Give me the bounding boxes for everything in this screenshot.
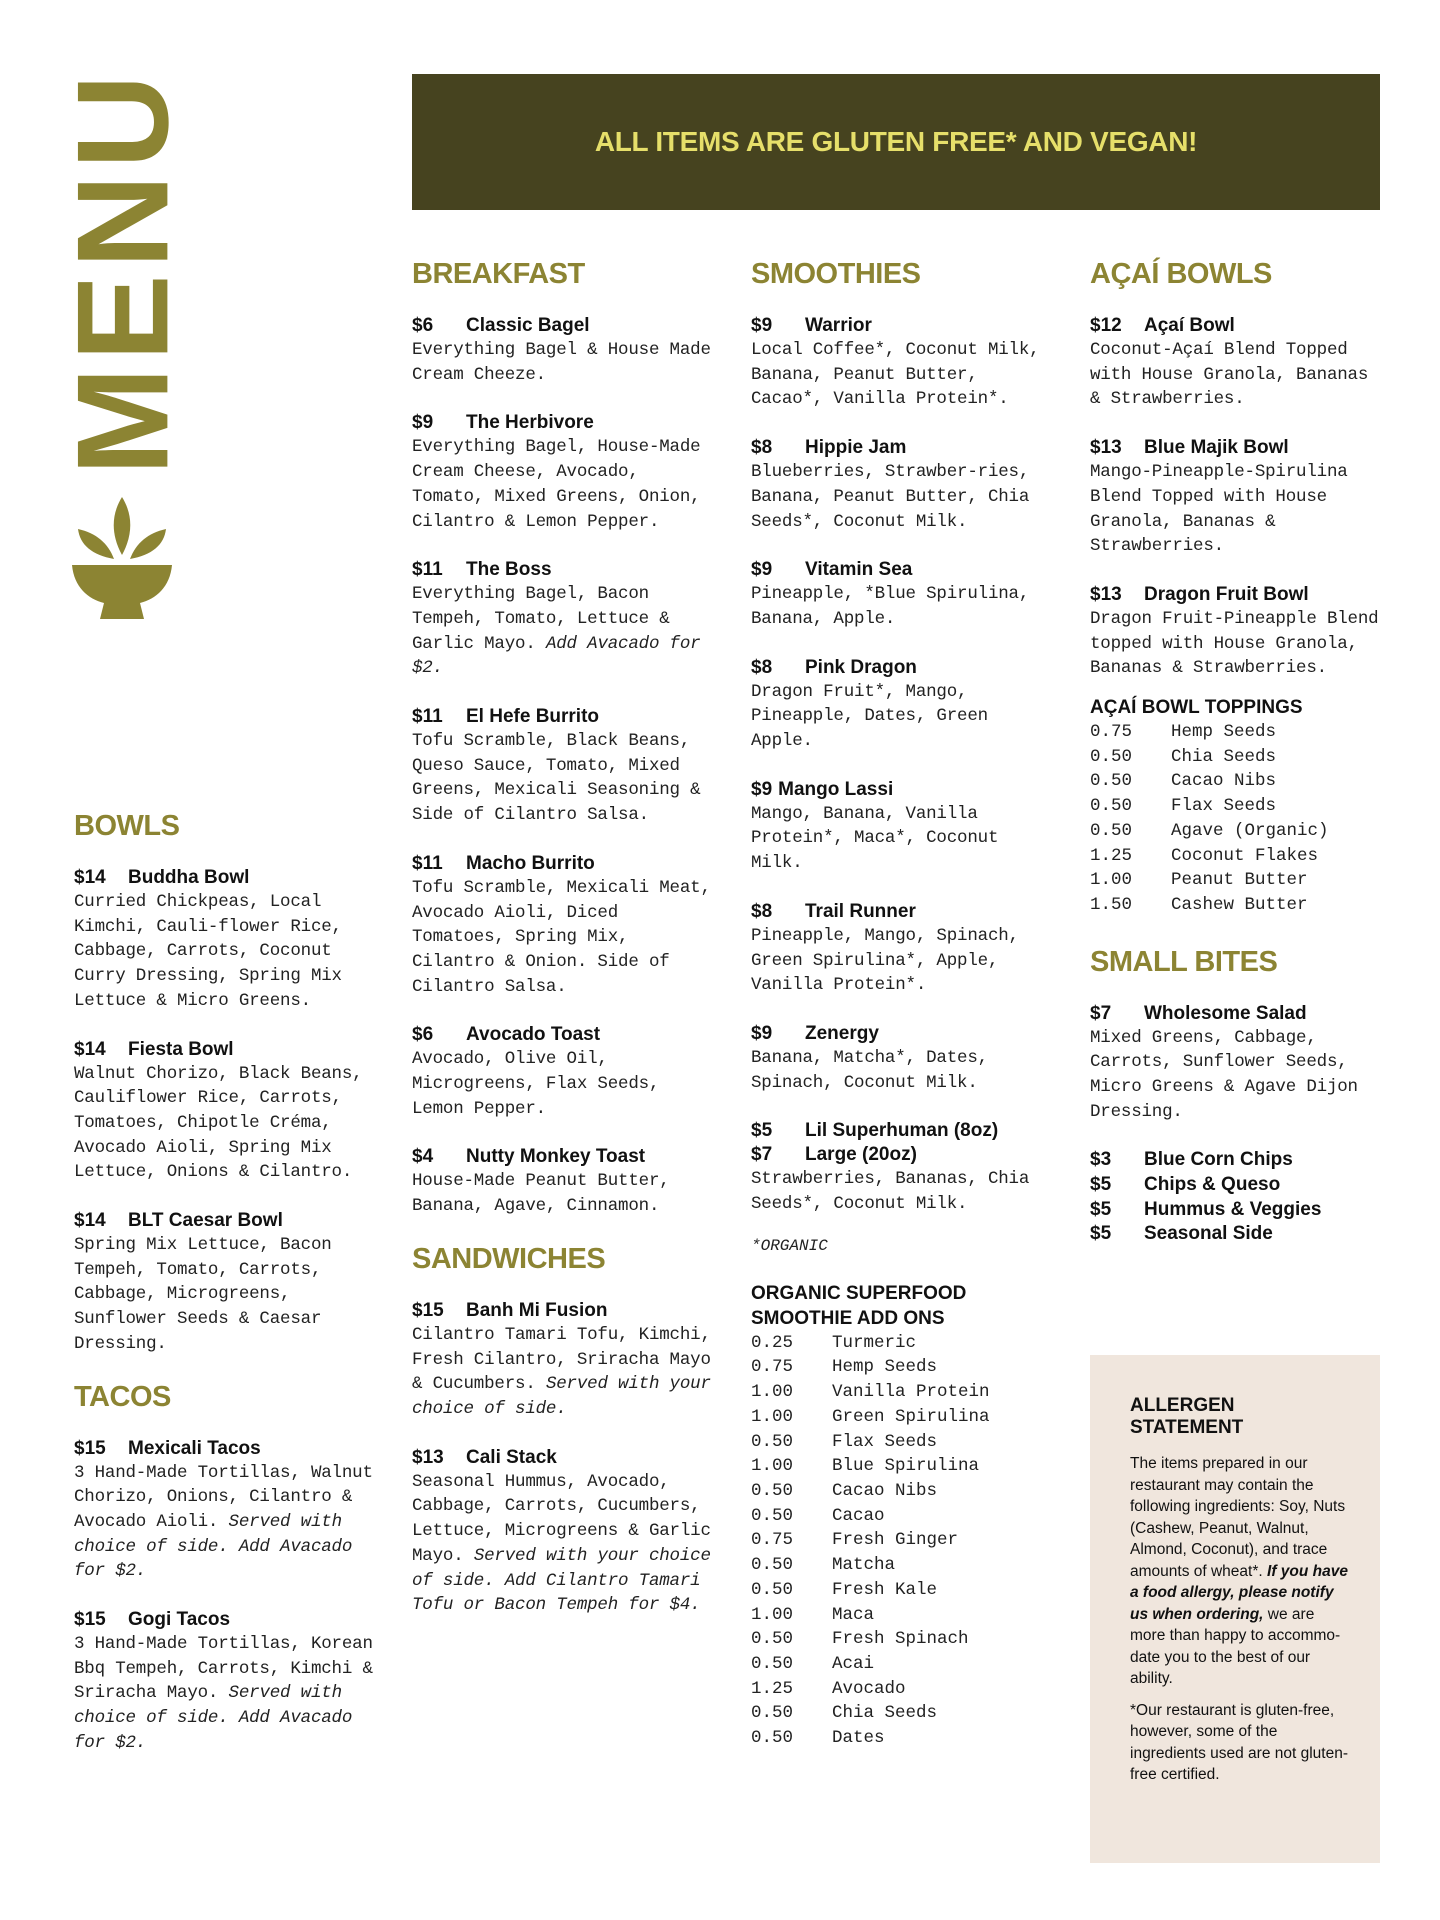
addon-name: Cacao: [832, 1505, 885, 1526]
addon-price: 0.75: [751, 1530, 794, 1551]
side-price: $3: [1090, 1149, 1112, 1171]
item-price: $12: [1090, 315, 1122, 336]
item-price: $13: [1090, 437, 1122, 459]
price-list-row: [751, 1479, 1051, 1504]
allergen-paragraph: [1130, 1453, 1350, 1690]
item-name: Banh Mi Fusion: [466, 1299, 608, 1321]
item-price: $15: [412, 1299, 444, 1321]
menu-item: [74, 1437, 374, 1585]
menu-item: [751, 558, 1051, 631]
addons-title: ORGANIC SUPERFOOD SMOOTHIE ADD ONS: [751, 1282, 967, 1329]
addon-name: Maca: [832, 1604, 875, 1625]
addon-name: Cashew Butter: [1171, 894, 1308, 915]
item-name: Açaí Bowl: [1144, 315, 1235, 336]
item-price: $8: [751, 437, 773, 459]
addon-name: Cacao Nibs: [1171, 771, 1277, 792]
item-name: Trail Runner: [805, 900, 916, 922]
item-desc: Coconut-Açaí Blend Topped with House Granola, Bananas & Strawberries.: [1090, 340, 1369, 410]
item-desc: Everything Bagel, Bacon Tempeh, Tomato, Lettuce & Garlic Mayo.: [412, 584, 670, 654]
menu-item: [751, 1022, 1051, 1095]
addon-price: 0.50: [751, 1431, 794, 1452]
item-name: Warrior: [805, 315, 872, 336]
item-desc: Mixed Greens, Cabbage, Carrots, Sunflower Seeds, Micro Greens & Agave Dijon Dressing.: [1090, 1027, 1358, 1122]
section-title-smoothies: SMOOTHIES: [751, 258, 921, 290]
item-price: $13: [1090, 583, 1122, 605]
price-list-row: [1090, 769, 1382, 794]
addon-price: 0.50: [751, 1653, 794, 1674]
item-name: Mango Lassi: [778, 778, 894, 800]
item-price: $7: [751, 1144, 773, 1166]
item-name: Vitamin Sea: [805, 559, 913, 581]
menu-item: [1090, 436, 1382, 559]
item-name: Lil Superhuman (8oz): [805, 1120, 999, 1142]
addon-name: Flax Seeds: [832, 1431, 938, 1452]
menu-item: [412, 1446, 712, 1618]
addon-name: Avocado: [832, 1678, 906, 1699]
addon-name: Matcha: [832, 1555, 896, 1576]
item-desc: 3 Hand-Made Tortillas, Walnut Chorizo, Onions, Cilantro & Avocado Aioli.: [74, 1462, 373, 1532]
item-desc: Cilantro Tamari Tofu, Kimchi, Fresh Cilantro, Sriracha Mayo & Cucumbers.: [412, 1324, 711, 1395]
addon-name: Fresh Ginger: [832, 1530, 959, 1551]
addon-price: 1.50: [1090, 894, 1133, 915]
item-desc: Banana, Matcha*, Dates, Spinach, Coconut Milk.: [751, 1047, 988, 1093]
menu-item: [412, 314, 712, 387]
addon-name: Green Spirulina: [832, 1406, 990, 1427]
menu-item: [751, 436, 1051, 534]
item-desc: Seasonal Hummus, Avocado, Cabbage, Carrots, Cucumbers, Lettuce, Microgreens & Garlic Mayo.: [412, 1471, 711, 1566]
addon-name: Chia Seeds: [832, 1703, 938, 1724]
item-desc: Everything Bagel & House Made Cream Cheeze.: [412, 340, 711, 385]
allergen-text: The items prepared in our restaurant may contain the following ingredients: Soy, Nuts (Cashew, Peanut, Walnut, Almond, Coconut), and trace amounts of wheat*.: [1130, 1455, 1346, 1580]
item-desc: Pineapple, Mango, Spinach, Green Spirulina*, Apple, Vanilla Protein*.: [751, 925, 1019, 996]
addon-name: Hemp Seeds: [832, 1357, 938, 1378]
item-price: $9: [751, 778, 773, 800]
price-list-row: [751, 1553, 1051, 1578]
addon-price: 0.50: [1090, 746, 1133, 767]
addon-price: 1.00: [751, 1382, 794, 1403]
item-desc: Avocado, Olive Oil, Microgreens, Flax Seeds, Lemon Pepper.: [412, 1049, 660, 1119]
menu-item: [412, 558, 712, 681]
item-price: $11: [412, 559, 443, 581]
addon-price: 1.00: [751, 1604, 794, 1625]
addon-price: 0.75: [751, 1357, 794, 1378]
side-item: [1090, 1198, 1382, 1223]
item-desc: Pineapple, *Blue Spirulina, Banana, Apple.: [751, 584, 1030, 629]
price-list-row: [751, 1726, 1051, 1751]
item-price: $6: [412, 315, 434, 336]
item-name: Pink Dragon: [805, 656, 917, 678]
item-price: $14: [74, 1038, 106, 1060]
addon-name: Turmeric: [832, 1332, 917, 1353]
price-list-row: [751, 1380, 1051, 1405]
section-title-sandwiches: SANDWICHES: [412, 1242, 606, 1275]
addon-price: 0.50: [751, 1728, 794, 1749]
addon-name: Fresh Kale: [832, 1579, 938, 1600]
menu-item: [751, 778, 1051, 876]
item-note: Served with choice of side. Add Avacado for $2.: [74, 1511, 353, 1582]
small-bites-section: [1090, 944, 1382, 1247]
addon-name: Fresh Spinach: [832, 1629, 969, 1650]
price-list-row: [1090, 868, 1382, 893]
side-item: [1090, 1148, 1382, 1173]
side-name: Hummus & Veggies: [1144, 1198, 1322, 1220]
banner-text: ALL ITEMS ARE GLUTEN FREE* AND VEGAN!: [594, 126, 1198, 157]
item-name: Blue Majik Bowl: [1144, 437, 1289, 459]
allergen-statement-box: [1090, 1355, 1380, 1863]
item-name: The Boss: [466, 559, 552, 581]
addon-name: Coconut Flakes: [1171, 845, 1319, 866]
item-name: Cali Stack: [466, 1446, 557, 1468]
menu-item-superhuman: [751, 1119, 1051, 1216]
addon-price: 1.25: [751, 1678, 794, 1699]
addon-price: 0.50: [1090, 796, 1133, 817]
item-name: Dragon Fruit Bowl: [1144, 583, 1309, 605]
item-desc: Strawberries, Bananas, Chia Seeds*, Coconut Milk.: [751, 1169, 1030, 1215]
item-desc: 3 Hand-Made Tortillas, Korean Bbq Tempeh, Carrots, Kimchi & Sriracha Mayo.: [74, 1634, 373, 1704]
item-desc: Local Coffee*, Coconut Milk, Banana, Peanut Butter, Cacao*, Vanilla Protein*.: [751, 340, 1040, 410]
price-list-row: [751, 1578, 1051, 1603]
addon-price: 0.50: [751, 1505, 794, 1526]
addon-price: 0.50: [751, 1579, 794, 1600]
item-desc: House-Made Peanut Butter, Banana, Agave, Cinnamon.: [412, 1171, 670, 1217]
menu-item: [1090, 1002, 1382, 1125]
section-title-breakfast: BREAKFAST: [412, 258, 585, 290]
menu-item: [412, 852, 712, 1000]
menu-item: [751, 900, 1051, 998]
item-desc: Mango-Pineapple-Spirulina Blend Topped with House Granola, Bananas & Strawberries.: [1090, 462, 1348, 557]
side-item: [1090, 1222, 1382, 1247]
item-price: $8: [751, 900, 773, 922]
item-name: Hippie Jam: [805, 437, 907, 459]
tacos-section: [74, 1379, 374, 1756]
price-list-row: [751, 1627, 1051, 1652]
menu-item: [74, 1209, 374, 1357]
item-name: Classic Bagel: [466, 315, 590, 336]
addon-name: Blue Spirulina: [832, 1456, 980, 1477]
item-price: $7: [1090, 1002, 1112, 1024]
price-list-row: [1090, 844, 1382, 869]
menu-item: [751, 314, 1051, 412]
item-desc: Dragon Fruit*, Mango, Pineapple, Dates, Green Apple.: [751, 681, 988, 752]
toppings-list: [1090, 720, 1382, 918]
addon-price: 1.00: [751, 1406, 794, 1427]
gluten-free-disclaimer: *Our restaurant is gluten-free, however, some of the ingredients used are not gluten-free certified.: [1130, 1701, 1349, 1783]
price-list-row: [1090, 794, 1382, 819]
section-title-tacos: TACOS: [74, 1380, 171, 1413]
price-list-row: [751, 1528, 1051, 1553]
item-name: El Hefe Burrito: [466, 706, 600, 728]
addon-price: 0.50: [1090, 820, 1133, 841]
item-note: Add Avacado for $2.: [412, 633, 701, 679]
menu-item: [74, 1608, 374, 1756]
addon-name: Vanilla Protein: [832, 1382, 990, 1403]
price-list-row: [751, 1701, 1051, 1726]
price-list-row: [1090, 819, 1382, 844]
addon-name: Acai: [832, 1653, 875, 1674]
acai-section: [1090, 256, 1382, 918]
allergen-emphasis: If you have a food allergy, please notify us when ordering,: [1130, 1562, 1348, 1623]
menu-item: [412, 411, 712, 534]
addon-name: Hemp Seeds: [1171, 722, 1277, 743]
item-name: Buddha Bowl: [128, 867, 250, 888]
menu-item: [412, 1023, 712, 1121]
addon-name: Peanut Butter: [1171, 870, 1308, 891]
toppings-title: AÇAÍ BOWL TOPPINGS: [1090, 697, 1303, 719]
allergen-title: ALLERGEN STATEMENT: [1130, 1395, 1244, 1438]
item-price: $8: [751, 656, 773, 678]
price-list-row: [1090, 720, 1382, 745]
addon-price: 0.50: [1090, 771, 1133, 792]
menu-item: [412, 1145, 712, 1218]
addon-price: 0.50: [751, 1703, 794, 1724]
item-price: $13: [412, 1446, 444, 1468]
gluten-free-banner: [412, 74, 1380, 210]
item-price: $9: [412, 412, 434, 434]
item-price: $15: [74, 1437, 106, 1459]
price-list-row: [751, 1504, 1051, 1529]
item-name: Fiesta Bowl: [128, 1038, 234, 1060]
item-name: Wholesome Salad: [1144, 1002, 1307, 1024]
breakfast-column: [412, 256, 712, 1642]
bowl-with-sprout-icon: [72, 495, 172, 620]
item-price: $4: [412, 1146, 434, 1168]
addon-name: Dates: [832, 1728, 885, 1749]
menu-vertical-title: [49, 68, 196, 475]
acai-column: [1090, 256, 1382, 1247]
item-price: $11: [412, 852, 443, 874]
item-desc: Curried Chickpeas, Local Kimchi, Cauli-flower Rice, Cabbage, Carrots, Coconut Curry Dressing, Spring Mix Lettuce & Micro Greens.: [74, 892, 342, 1011]
item-name: Mexicali Tacos: [128, 1437, 261, 1459]
section-title-bowls: BOWLS: [74, 810, 180, 842]
menu-item: [74, 1038, 374, 1186]
item-desc: Blueberries, Strawber-ries, Banana, Peanut Butter, Chia Seeds*, Coconut Milk.: [751, 462, 1030, 532]
item-desc: Tofu Scramble, Mexicali Meat, Avocado Aioli, Diced Tomatoes, Spring Mix, Cilantro & Onion. Side of Cilantro Salsa.: [412, 877, 711, 997]
item-price: $6: [412, 1024, 434, 1046]
left-column: [74, 808, 374, 1780]
item-name: Avocado Toast: [466, 1024, 601, 1046]
breakfast-section: [412, 256, 712, 1219]
side-name: Blue Corn Chips: [1144, 1149, 1293, 1171]
item-note: Served with your choice of side. Add Cilantro Tamari Tofu or Bacon Tempeh for $4.: [412, 1545, 711, 1616]
menu-item: [74, 866, 374, 1014]
item-desc: Spring Mix Lettuce, Bacon Tempeh, Tomato, Carrots, Cabbage, Microgreens, Sunflower Seeds & Caesar Dressing.: [74, 1235, 332, 1354]
section-title-small-bites: SMALL BITES: [1090, 945, 1278, 978]
addon-name: Agave (Organic): [1171, 820, 1329, 841]
sides-list: [1090, 1148, 1382, 1246]
item-price: $14: [74, 867, 106, 888]
menu-item: [412, 1299, 712, 1422]
side-price: $5: [1090, 1174, 1112, 1196]
price-list-row: [751, 1430, 1051, 1455]
price-list-row: [751, 1331, 1051, 1356]
item-name: Zenergy: [805, 1022, 879, 1044]
bowls-section: [74, 808, 374, 1357]
item-desc: Tofu Scramble, Black Beans, Queso Sauce, Tomato, Mixed Greens, Mexicali Seasoning & Side of Cilantro Salsa.: [412, 731, 701, 826]
allergen-tail: we are more than happy to accommo-date you to the best of our ability.: [1130, 1605, 1341, 1687]
price-list-row: [751, 1677, 1051, 1702]
addon-price: 0.50: [751, 1629, 794, 1650]
addon-name: Cacao Nibs: [832, 1480, 938, 1501]
addon-price: 0.75: [1090, 722, 1133, 743]
addon-price: 1.00: [751, 1456, 794, 1477]
price-list-row: [751, 1652, 1051, 1677]
item-price: $9: [751, 559, 773, 581]
item-name: Nutty Monkey Toast: [466, 1146, 646, 1168]
item-desc: Mango, Banana, Vanilla Protein*, Maca*, Coconut Milk.: [751, 803, 999, 874]
item-desc: Walnut Chorizo, Black Beans, Cauliflower Rice, Carrots, Tomatoes, Chipotle Créma, Avocado Aioli, Spring Mix Lettuce, Onions & Cilantro.: [74, 1063, 363, 1183]
item-name: Large (20oz): [805, 1144, 917, 1166]
menu-item: [1090, 314, 1382, 412]
item-price: $15: [74, 1609, 106, 1631]
organic-footnote: *ORGANIC: [751, 1236, 828, 1255]
side-name: Chips & Queso: [1144, 1174, 1281, 1196]
addon-price: 0.50: [751, 1555, 794, 1576]
item-name: BLT Caesar Bowl: [128, 1210, 283, 1232]
addon-price: 1.00: [1090, 870, 1133, 891]
price-list-row: [1090, 745, 1382, 770]
item-desc: Everything Bagel, House-Made Cream Cheese, Avocado, Tomato, Mixed Greens, Onion, Cilantro & Lemon Pepper.: [412, 437, 701, 532]
item-price: $5: [751, 1120, 773, 1142]
smoothies-column: [751, 256, 1051, 1751]
price-list-row: [751, 1603, 1051, 1628]
item-price: $11: [412, 706, 443, 728]
addon-price: 1.25: [1090, 845, 1133, 866]
sandwiches-section: [412, 1241, 712, 1618]
item-note: Served with choice of side. Add Avacado for $2.: [74, 1683, 353, 1753]
menu-item: [1090, 583, 1382, 681]
side-name: Seasonal Side: [1144, 1223, 1273, 1245]
menu-word: MENU: [49, 68, 196, 475]
item-desc: Dragon Fruit-Pineapple Blend topped with House Granola, Bananas & Strawberries.: [1090, 608, 1379, 679]
addons-list: [751, 1331, 1051, 1751]
side-price: $5: [1090, 1223, 1112, 1245]
item-price: $9: [751, 315, 773, 336]
addon-name: Flax Seeds: [1171, 796, 1277, 817]
menu-item: [751, 656, 1051, 754]
item-price: $9: [751, 1022, 773, 1044]
addon-name: Chia Seeds: [1171, 746, 1277, 767]
price-list-row: [1090, 893, 1382, 918]
price-list-row: [751, 1405, 1051, 1430]
smoothies-section: [751, 256, 1051, 1751]
section-title-acai: AÇAÍ BOWLS: [1090, 258, 1272, 290]
menu-item: [412, 705, 712, 828]
item-name: Macho Burrito: [466, 852, 595, 874]
side-price: $5: [1090, 1198, 1112, 1220]
item-name: The Herbivore: [466, 412, 594, 434]
price-list-row: [751, 1355, 1051, 1380]
price-list-row: [751, 1454, 1051, 1479]
item-price: $14: [74, 1210, 106, 1232]
addon-price: 0.50: [751, 1480, 794, 1501]
addon-price: 0.25: [751, 1332, 794, 1353]
item-note: Served with your choice of side.: [412, 1374, 711, 1419]
side-item: [1090, 1173, 1382, 1198]
item-name: Gogi Tacos: [128, 1609, 231, 1631]
